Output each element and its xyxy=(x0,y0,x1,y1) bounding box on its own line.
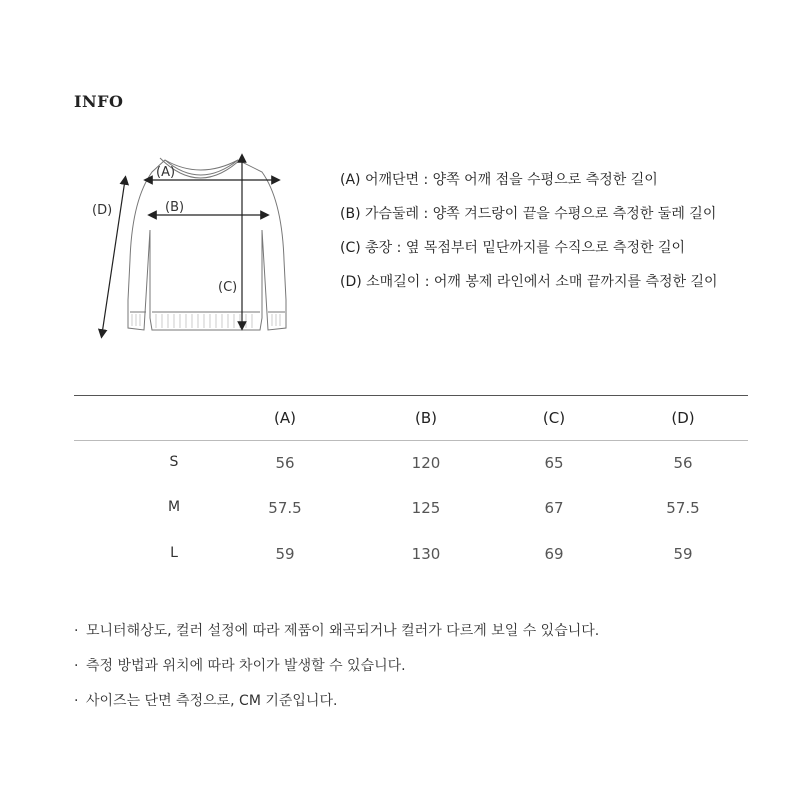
list-item xyxy=(74,691,599,726)
bullet-icon: · xyxy=(74,658,79,674)
label-c: (C) xyxy=(218,280,238,295)
column-header-b: (B) xyxy=(415,409,437,427)
page-title: INFO xyxy=(74,92,124,111)
measurement-legend xyxy=(340,170,718,306)
table-cell: 57.5 xyxy=(268,499,302,517)
note-text: 모니터해상도, 컬러 설정에 따라 제품이 왜곡되거나 컬러가 다르게 보일 수 있습니다. xyxy=(86,623,600,639)
legend-item-b: (B) 가슴둘레 : 양쪽 겨드랑이 끝을 수평으로 측정한 둘레 길이 xyxy=(340,206,717,222)
table-cell: 59 xyxy=(673,545,693,563)
table-cell: 69 xyxy=(544,545,564,563)
table-cell: 130 xyxy=(411,545,441,563)
table-header-divider xyxy=(74,440,748,441)
legend-item-c: (C) 총장 : 옆 목점부터 밑단까지를 수직으로 측정한 길이 xyxy=(340,240,686,256)
label-a: (A) xyxy=(156,165,176,180)
table-cell: 59 xyxy=(275,545,295,563)
table-cell: 120 xyxy=(411,454,441,472)
sweater-outline xyxy=(128,158,286,330)
table-cell: 57.5 xyxy=(666,499,700,517)
table-top-divider xyxy=(74,395,748,396)
table-cell: 67 xyxy=(544,499,564,517)
list-item xyxy=(74,656,599,691)
list-item xyxy=(74,621,599,656)
note-text: 측정 방법과 위치에 따라 차이가 발생할 수 있습니다. xyxy=(86,658,406,674)
column-header-c: (C) xyxy=(542,409,566,427)
label-b: (B) xyxy=(165,200,185,215)
table-cell: 56 xyxy=(673,454,693,472)
bullet-icon: · xyxy=(74,623,79,639)
label-d: (D) xyxy=(92,203,113,218)
column-header-d: (D) xyxy=(671,409,695,427)
bullet-icon: · xyxy=(74,693,79,709)
row-size-s: S xyxy=(169,454,179,470)
table-cell: 56 xyxy=(275,454,295,472)
row-size-m: M xyxy=(167,499,181,515)
table-cell: 65 xyxy=(544,454,564,472)
legend-item-a: (A) 어깨단면 : 양쪽 어깨 점을 수평으로 측정한 길이 xyxy=(340,172,658,188)
sweater-measurement-diagram xyxy=(80,140,310,350)
notes-list xyxy=(74,621,599,726)
table-cell: 125 xyxy=(411,499,441,517)
note-text: 사이즈는 단면 측정으로, CM 기준입니다. xyxy=(86,693,338,709)
row-size-l: L xyxy=(170,545,178,561)
column-header-a: (A) xyxy=(274,409,296,427)
hem-ribbing xyxy=(132,314,280,328)
legend-item-d: (D) 소매길이 : 어깨 봉제 라인에서 소매 끝까지를 측정한 길이 xyxy=(340,274,718,290)
